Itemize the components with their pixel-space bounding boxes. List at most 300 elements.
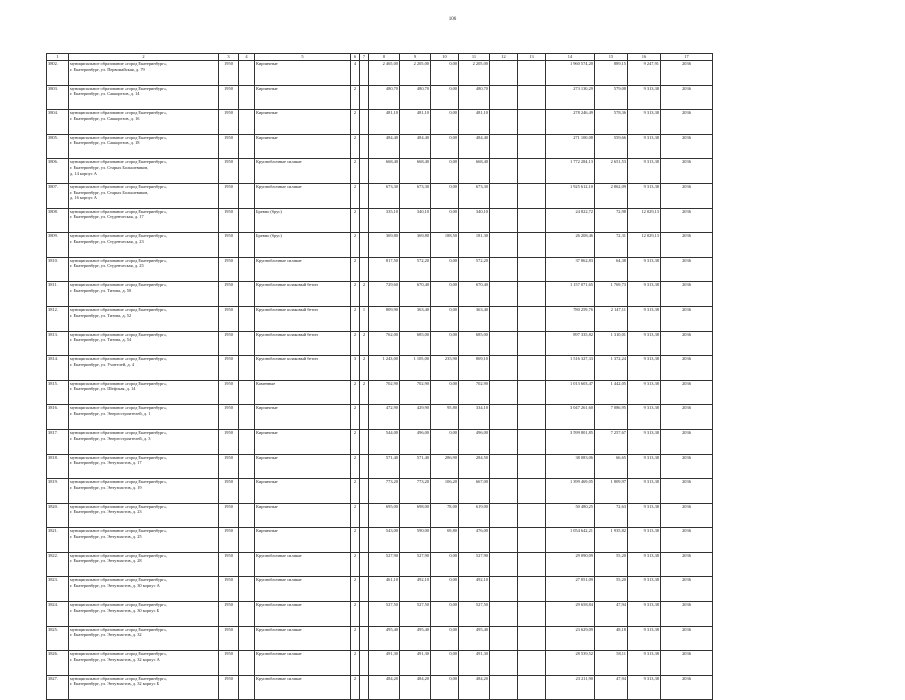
repair-cost-cell: 1 772 284,13 bbox=[546, 159, 595, 184]
table-row bbox=[47, 454, 713, 479]
address-cell bbox=[69, 454, 219, 479]
entrances-cell: 1 bbox=[360, 306, 369, 331]
private-area-cell: 340,10 bbox=[459, 208, 490, 233]
repair-cost-cell: 23 211,90 bbox=[546, 675, 595, 700]
specific-cost-cell: 1 935,82 bbox=[595, 528, 628, 553]
specific-cost-cell: 1 310,01 bbox=[595, 331, 628, 356]
max-cost-cell: 9 313,38 bbox=[628, 85, 661, 110]
entrances-cell: 2 bbox=[360, 356, 369, 381]
year-cell: 1950 bbox=[219, 675, 239, 700]
year-cell: 1950 bbox=[219, 282, 239, 307]
table-row bbox=[47, 282, 713, 307]
living-area-cell: 484,20 bbox=[400, 675, 431, 700]
entrances-cell bbox=[360, 233, 369, 258]
repair-cost-cell: 29 658,84 bbox=[546, 602, 595, 627]
address-line: г. Екатеринбург, ул. Энтузиастов, д. 32 корпус Б bbox=[70, 681, 160, 687]
specific-cost-cell: 559,66 bbox=[595, 134, 628, 159]
address-line: муниципальное образование «город Екатеринбург», bbox=[70, 110, 168, 116]
living-area-cell: 698,00 bbox=[400, 503, 431, 528]
term-year-cell: 2036 bbox=[661, 454, 713, 479]
max-cost-cell: 9 313,38 bbox=[628, 257, 661, 282]
private-area-cell: 492,10 bbox=[459, 577, 490, 602]
floors-cell: 2 bbox=[351, 528, 360, 553]
address-line: г. Екатеринбург, ул. Саккорезов, д. 18 bbox=[70, 140, 140, 146]
address-line: муниципальное образование «город Екатеринбург», bbox=[70, 331, 168, 337]
term-year-cell: 2036 bbox=[661, 356, 713, 381]
specific-cost-cell: 2 651,53 bbox=[595, 159, 628, 184]
wall-material-cell: Кирпичные bbox=[255, 479, 351, 504]
private-area-cell: 496,00 bbox=[459, 429, 490, 454]
wall-material-cell: Бревно (брус) bbox=[255, 233, 351, 258]
empty-cell bbox=[518, 85, 546, 110]
repair-cost-cell: 271 100,08 bbox=[546, 134, 595, 159]
empty-cell bbox=[490, 552, 518, 577]
entrances-cell bbox=[360, 602, 369, 627]
repair-cost-cell: 1 960 574,20 bbox=[546, 61, 595, 86]
floors-cell: 2 bbox=[351, 675, 360, 700]
nonliving-area-cell: 0,00 bbox=[431, 602, 459, 627]
address-line: г. Екатеринбург, ул. Энтузиастов, д. 32 корпус А bbox=[70, 656, 160, 662]
total-area-cell: 335,10 bbox=[369, 208, 400, 233]
empty-cell bbox=[490, 233, 518, 258]
specific-cost-cell: 1 372,24 bbox=[595, 356, 628, 381]
table-row bbox=[47, 306, 713, 331]
wall-material-cell: Крупноблочные силикат bbox=[255, 577, 351, 602]
address-line: муниципальное образование «город Екатеринбург», bbox=[70, 380, 168, 386]
total-area-cell: 543,00 bbox=[369, 528, 400, 553]
address-cell bbox=[69, 208, 219, 233]
floors-cell: 2 bbox=[351, 134, 360, 159]
year-cell: 1950 bbox=[219, 233, 239, 258]
empty-cell bbox=[490, 577, 518, 602]
max-cost-cell: 9 313,38 bbox=[628, 183, 661, 208]
repair-cost-cell: 24 822,72 bbox=[546, 208, 595, 233]
term-year-cell: 2036 bbox=[661, 528, 713, 553]
page-number: 106 bbox=[448, 17, 457, 22]
living-area-cell: 495,40 bbox=[400, 626, 431, 651]
table-row bbox=[47, 675, 713, 700]
column-header: 17 bbox=[661, 54, 713, 61]
empty-cell bbox=[239, 282, 255, 307]
max-cost-cell: 9 313,38 bbox=[628, 380, 661, 405]
repair-cost-cell: 3 599 801,85 bbox=[546, 429, 595, 454]
living-area-cell: 590,00 bbox=[400, 528, 431, 553]
entrances-cell bbox=[360, 552, 369, 577]
entrances-cell bbox=[360, 61, 369, 86]
max-cost-cell: 9 313,38 bbox=[628, 675, 661, 700]
nonliving-area-cell: 0,00 bbox=[431, 651, 459, 676]
empty-cell bbox=[239, 233, 255, 258]
empty-cell bbox=[518, 405, 546, 430]
max-cost-cell: 9 313,38 bbox=[628, 602, 661, 627]
nonliving-area-cell: 0,00 bbox=[431, 183, 459, 208]
floors-cell: 2 bbox=[351, 429, 360, 454]
empty-cell bbox=[490, 675, 518, 700]
specific-cost-cell: 579,08 bbox=[595, 85, 628, 110]
empty-cell bbox=[490, 405, 518, 430]
wall-material-cell: Кирпичные bbox=[255, 528, 351, 553]
wall-material-cell: Крупноблочные силикат bbox=[255, 257, 351, 282]
table-row bbox=[47, 85, 713, 110]
address-cell bbox=[69, 233, 219, 258]
wall-material-cell: Крупноблочные силикат bbox=[255, 675, 351, 700]
address-cell bbox=[69, 602, 219, 627]
max-cost-cell: 12 029,13 bbox=[628, 233, 661, 258]
address-line: г. Екатеринбург, ул. Энтузиастов, д. 23 bbox=[70, 509, 142, 515]
address-line: муниципальное образование «город Екатеринбург», bbox=[70, 577, 168, 583]
max-cost-cell: 9 313,38 bbox=[628, 626, 661, 651]
year-cell: 1950 bbox=[219, 159, 239, 184]
row-number: 3821. bbox=[47, 528, 69, 553]
total-area-cell: 527,90 bbox=[369, 552, 400, 577]
private-area-cell: 181,30 bbox=[459, 233, 490, 258]
address-line: г. Екатеринбург, ул. Титова, д. 52 bbox=[70, 312, 132, 318]
max-cost-cell: 9 313,38 bbox=[628, 651, 661, 676]
total-area-cell: 484,20 bbox=[369, 675, 400, 700]
address-line: г. Екатеринбург, ул. Энтузиастов, д. 17 bbox=[70, 460, 142, 466]
specific-cost-cell: 72,98 bbox=[595, 208, 628, 233]
entrances-cell bbox=[360, 134, 369, 159]
address-cell bbox=[69, 528, 219, 553]
private-area-cell: 667,00 bbox=[459, 479, 490, 504]
term-year-cell: 2036 bbox=[661, 159, 713, 184]
entrances-cell bbox=[360, 651, 369, 676]
nonliving-area-cell: 286,90 bbox=[431, 454, 459, 479]
address-line: д. 16 корпус А bbox=[70, 195, 97, 201]
year-cell: 1950 bbox=[219, 134, 239, 159]
empty-cell bbox=[239, 552, 255, 577]
empty-cell bbox=[518, 651, 546, 676]
table-row bbox=[47, 61, 713, 86]
living-area-cell: 481,10 bbox=[400, 110, 431, 135]
address-line: муниципальное образование «город Екатеринбург», bbox=[70, 61, 168, 66]
empty-cell bbox=[490, 528, 518, 553]
address-cell bbox=[69, 159, 219, 184]
row-number: 3804. bbox=[47, 110, 69, 135]
specific-cost-cell: 2 862,09 bbox=[595, 183, 628, 208]
repair-cost-cell: 1 399 469,05 bbox=[546, 479, 595, 504]
year-cell: 1950 bbox=[219, 331, 239, 356]
address-line: муниципальное образование «город Екатеринбург», bbox=[70, 626, 168, 632]
entrances-cell bbox=[360, 208, 369, 233]
living-area-cell: 496,00 bbox=[400, 429, 431, 454]
table-body bbox=[47, 61, 713, 700]
max-cost-cell: 9 313,38 bbox=[628, 331, 661, 356]
living-area-cell: 484,40 bbox=[400, 134, 431, 159]
nonliving-area-cell: 0,00 bbox=[431, 306, 459, 331]
address-cell bbox=[69, 110, 219, 135]
term-year-cell: 2036 bbox=[661, 61, 713, 86]
address-line: муниципальное образование «город Екатеринбург», bbox=[70, 429, 168, 435]
living-area-cell: 480,70 bbox=[400, 85, 431, 110]
repair-cost-cell: 1 157 071,65 bbox=[546, 282, 595, 307]
year-cell: 1950 bbox=[219, 602, 239, 627]
living-area-cell: 363,40 bbox=[400, 306, 431, 331]
year-cell: 1950 bbox=[219, 503, 239, 528]
row-number: 3812. bbox=[47, 306, 69, 331]
total-area-cell: 673,30 bbox=[369, 183, 400, 208]
entrances-cell: 2 bbox=[360, 282, 369, 307]
private-area-cell: 481,10 bbox=[459, 110, 490, 135]
address-cell bbox=[69, 134, 219, 159]
total-area-cell: 817,50 bbox=[369, 257, 400, 282]
repair-cost-cell: 1 925 612,10 bbox=[546, 183, 595, 208]
floors-cell: 2 bbox=[351, 626, 360, 651]
floors-cell: 3 bbox=[351, 356, 360, 381]
row-number: 3808. bbox=[47, 208, 69, 233]
column-header: 14 bbox=[546, 54, 595, 61]
repair-cost-cell: 26 208,46 bbox=[546, 233, 595, 258]
max-cost-cell: 12 029,13 bbox=[628, 208, 661, 233]
specific-cost-cell: 1 809,97 bbox=[595, 479, 628, 504]
empty-cell bbox=[490, 134, 518, 159]
private-area-cell: 334,10 bbox=[459, 405, 490, 430]
total-area-cell: 729,60 bbox=[369, 282, 400, 307]
private-area-cell: 484,20 bbox=[459, 675, 490, 700]
living-area-cell: 668,40 bbox=[400, 159, 431, 184]
empty-cell bbox=[518, 110, 546, 135]
specific-cost-cell: 58,11 bbox=[595, 651, 628, 676]
private-area-cell: 702,90 bbox=[459, 380, 490, 405]
address-line: г. Екатеринбург, ул. Энтузиастов, д. 25 bbox=[70, 533, 142, 539]
table-row bbox=[47, 134, 713, 159]
specific-cost-cell: 72,63 bbox=[595, 503, 628, 528]
entrances-cell bbox=[360, 405, 369, 430]
row-number: 3806. bbox=[47, 159, 69, 184]
empty-cell bbox=[518, 61, 546, 86]
private-area-cell: 491,30 bbox=[459, 651, 490, 676]
nonliving-area-cell: 0,00 bbox=[431, 626, 459, 651]
empty-cell bbox=[518, 429, 546, 454]
wall-material-cell: Крупноблочные шлаковый бетон bbox=[255, 356, 351, 381]
wall-material-cell: Крупноблочные силикат bbox=[255, 183, 351, 208]
row-number: 3824. bbox=[47, 602, 69, 627]
empty-cell bbox=[239, 61, 255, 86]
empty-cell bbox=[490, 503, 518, 528]
nonliving-area-cell: 78,00 bbox=[431, 503, 459, 528]
living-area-cell: 773,20 bbox=[400, 479, 431, 504]
repair-cost-cell: 1 054 642,21 bbox=[546, 528, 595, 553]
total-area-cell: 369,80 bbox=[369, 233, 400, 258]
empty-cell bbox=[490, 429, 518, 454]
empty-cell bbox=[490, 454, 518, 479]
living-area-cell: 673,30 bbox=[400, 183, 431, 208]
empty-cell bbox=[518, 577, 546, 602]
repair-cost-cell: 38 083,06 bbox=[546, 454, 595, 479]
specific-cost-cell: 64,38 bbox=[595, 257, 628, 282]
empty-cell bbox=[239, 503, 255, 528]
floors-cell: 2 bbox=[351, 479, 360, 504]
total-area-cell: 461,10 bbox=[369, 577, 400, 602]
private-area-cell: 476,00 bbox=[459, 528, 490, 553]
address-cell bbox=[69, 577, 219, 602]
column-header: 3 bbox=[219, 54, 239, 61]
nonliving-area-cell: 0,00 bbox=[431, 257, 459, 282]
column-header: 5 bbox=[255, 54, 351, 61]
empty-cell bbox=[239, 306, 255, 331]
max-cost-cell: 9 313,38 bbox=[628, 552, 661, 577]
nonliving-area-cell: 0,00 bbox=[431, 577, 459, 602]
floors-cell: 2 bbox=[351, 183, 360, 208]
column-header: 15 bbox=[595, 54, 628, 61]
term-year-cell: 2036 bbox=[661, 110, 713, 135]
empty-cell bbox=[518, 134, 546, 159]
address-line: г. Екатеринбург, ул. Энтузиастов, д. 32 bbox=[70, 632, 142, 638]
term-year-cell: 2036 bbox=[661, 331, 713, 356]
address-line: муниципальное образование «город Екатеринбург», bbox=[70, 528, 168, 534]
table-row bbox=[47, 331, 713, 356]
empty-cell bbox=[518, 675, 546, 700]
table-row bbox=[47, 429, 713, 454]
total-area-cell: 702,90 bbox=[369, 380, 400, 405]
empty-cell bbox=[518, 257, 546, 282]
address-line: муниципальное образование «город Екатеринбург», bbox=[70, 405, 168, 411]
table-row bbox=[47, 257, 713, 282]
floors-cell: 2 bbox=[351, 85, 360, 110]
address-line: муниципальное образование «город Екатеринбург», bbox=[70, 257, 168, 263]
max-cost-cell: 9 313,38 bbox=[628, 159, 661, 184]
empty-cell bbox=[518, 331, 546, 356]
private-area-cell: 284,50 bbox=[459, 454, 490, 479]
address-cell bbox=[69, 405, 219, 430]
repair-cost-cell: 3 047 261,60 bbox=[546, 405, 595, 430]
entrances-cell bbox=[360, 626, 369, 651]
total-area-cell: 484,40 bbox=[369, 134, 400, 159]
year-cell: 1950 bbox=[219, 85, 239, 110]
row-number: 3810. bbox=[47, 257, 69, 282]
empty-cell bbox=[518, 454, 546, 479]
entrances-cell bbox=[360, 429, 369, 454]
repair-cost-cell: 27 051,09 bbox=[546, 577, 595, 602]
empty-cell bbox=[518, 159, 546, 184]
empty-cell bbox=[518, 380, 546, 405]
empty-cell bbox=[239, 405, 255, 430]
private-area-cell: 2 205,00 bbox=[459, 61, 490, 86]
living-area-cell: 527,50 bbox=[400, 602, 431, 627]
term-year-cell: 2036 bbox=[661, 306, 713, 331]
specific-cost-cell: 7 086,95 bbox=[595, 405, 628, 430]
year-cell: 1950 bbox=[219, 61, 239, 86]
empty-cell bbox=[490, 380, 518, 405]
floors-cell: 2 bbox=[351, 577, 360, 602]
empty-cell bbox=[239, 331, 255, 356]
column-header: 16 bbox=[628, 54, 661, 61]
floors-cell: 2 bbox=[351, 208, 360, 233]
term-year-cell: 2036 bbox=[661, 380, 713, 405]
table-row bbox=[47, 110, 713, 135]
column-header: 8 bbox=[369, 54, 400, 61]
column-header: 10 bbox=[431, 54, 459, 61]
empty-cell bbox=[239, 110, 255, 135]
living-area-cell: 1 105,00 bbox=[400, 356, 431, 381]
private-area-cell: 527,50 bbox=[459, 602, 490, 627]
entrances-cell bbox=[360, 528, 369, 553]
address-cell bbox=[69, 306, 219, 331]
empty-cell bbox=[239, 183, 255, 208]
repair-cost-cell: 50 480,25 bbox=[546, 503, 595, 528]
empty-cell bbox=[490, 183, 518, 208]
row-number: 3818. bbox=[47, 454, 69, 479]
address-line: г. Екатеринбург, ул. Старых Большевиков, bbox=[70, 189, 149, 195]
row-number: 3825. bbox=[47, 626, 69, 651]
row-number: 3807. bbox=[47, 183, 69, 208]
nonliving-area-cell: 95,80 bbox=[431, 405, 459, 430]
wall-material-cell: Кирпичные bbox=[255, 503, 351, 528]
private-area-cell: 673,30 bbox=[459, 183, 490, 208]
table-row bbox=[47, 651, 713, 676]
table-row bbox=[47, 552, 713, 577]
row-number: 3822. bbox=[47, 552, 69, 577]
private-area-cell: 527,90 bbox=[459, 552, 490, 577]
empty-cell bbox=[239, 134, 255, 159]
term-year-cell: 2036 bbox=[661, 651, 713, 676]
table-row bbox=[47, 183, 713, 208]
specific-cost-cell: 1 769,73 bbox=[595, 282, 628, 307]
empty-cell bbox=[490, 306, 518, 331]
living-area-cell: 429,90 bbox=[400, 405, 431, 430]
wall-material-cell: Кирпичные bbox=[255, 405, 351, 430]
table-row bbox=[47, 626, 713, 651]
term-year-cell: 2036 bbox=[661, 675, 713, 700]
wall-material-cell: Кирпичные bbox=[255, 110, 351, 135]
term-year-cell: 2036 bbox=[661, 602, 713, 627]
empty-cell bbox=[518, 479, 546, 504]
total-area-cell: 481,10 bbox=[369, 110, 400, 135]
wall-material-cell: Кирпичные bbox=[255, 85, 351, 110]
column-header: 11 bbox=[459, 54, 490, 61]
empty-cell bbox=[518, 356, 546, 381]
address-line: г. Екатеринбург, ул. Студенческая, д. 23 bbox=[70, 238, 144, 244]
specific-cost-cell: 7 257,67 bbox=[595, 429, 628, 454]
entrances-cell bbox=[360, 675, 369, 700]
entrances-cell: 2 bbox=[360, 380, 369, 405]
year-cell: 1950 bbox=[219, 454, 239, 479]
term-year-cell: 2036 bbox=[661, 134, 713, 159]
nonliving-area-cell: 0,00 bbox=[431, 552, 459, 577]
address-line: г. Екатеринбург, ул. Старых Большевиков, bbox=[70, 164, 149, 170]
private-area-cell: 480,70 bbox=[459, 85, 490, 110]
living-area-cell: 369,80 bbox=[400, 233, 431, 258]
row-number: 3802. bbox=[47, 61, 69, 86]
floors-cell: 2 bbox=[351, 405, 360, 430]
max-cost-cell: 9 313,38 bbox=[628, 429, 661, 454]
repair-cost-cell: 278 246,49 bbox=[546, 110, 595, 135]
wall-material-cell: Крупноблочные силикат bbox=[255, 651, 351, 676]
address-line: муниципальное образование «город Екатеринбург», bbox=[70, 479, 168, 485]
wall-material-cell: Кирпичные bbox=[255, 429, 351, 454]
repair-cost-cell: 23 629,09 bbox=[546, 626, 595, 651]
floors-cell: 2 bbox=[351, 110, 360, 135]
year-cell: 1950 bbox=[219, 183, 239, 208]
repair-cost-cell: 273 130,29 bbox=[546, 85, 595, 110]
empty-cell bbox=[239, 675, 255, 700]
table-row bbox=[47, 233, 713, 258]
table-header bbox=[47, 54, 713, 61]
private-area-cell: 869,10 bbox=[459, 356, 490, 381]
address-cell bbox=[69, 331, 219, 356]
total-area-cell: 527,50 bbox=[369, 602, 400, 627]
address-cell bbox=[69, 675, 219, 700]
term-year-cell: 2036 bbox=[661, 257, 713, 282]
empty-cell bbox=[490, 85, 518, 110]
address-cell bbox=[69, 282, 219, 307]
address-cell bbox=[69, 651, 219, 676]
address-line: г. Екатеринбург, ул. Титова, д. 50 bbox=[70, 287, 132, 293]
address-line: муниципальное образование «город Екатеринбург», bbox=[70, 233, 168, 239]
nonliving-area-cell: 0,00 bbox=[431, 159, 459, 184]
specific-cost-cell: 55,20 bbox=[595, 552, 628, 577]
empty-cell bbox=[239, 577, 255, 602]
